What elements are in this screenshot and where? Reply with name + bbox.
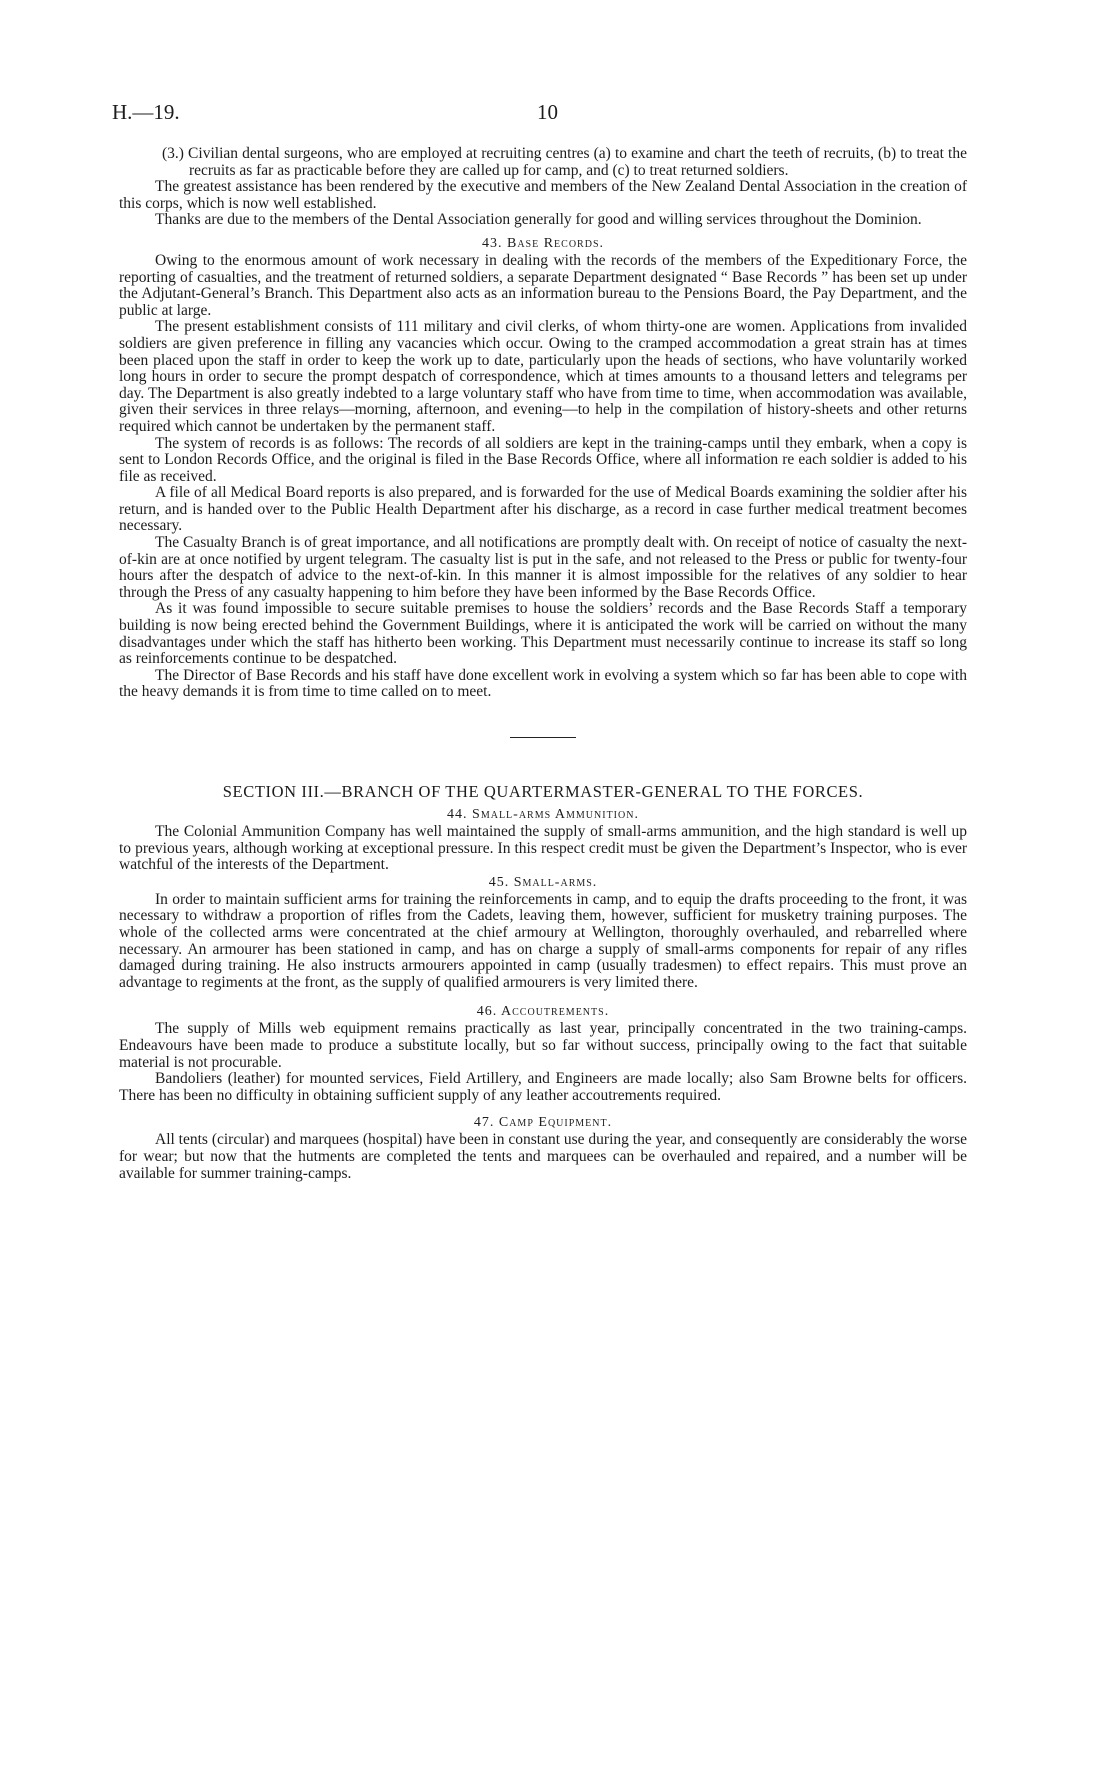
section-divider [510, 737, 576, 738]
document-body [119, 146, 967, 1182]
paragraph-camp-equipment: All tents (circular) and marquees (hospital) have been in constant use during the year, and consequently are considerably the worse for wear; but now that the hutments are completed the tents and marquees can be overhauled and repaired, and a number will be available for summer training-camps. [119, 1131, 967, 1182]
paragraph-thanks: Thanks are due to the members of the Dental Association generally for good and willing services throughout the Dominion. [155, 211, 922, 229]
section-title: SECTION III.—BRANCH OF THE QUARTERMASTER-GENERAL TO THE FORCES. [222, 782, 864, 801]
paragraph-small-arms: In order to maintain sufficient arms for training the reinforcements in camp, and to equip the drafts proceeding to the front, it was necessary to withdraw a proportion of rifles from the Cadets, leaving them, however, sufficient for musketry training purposes. The whole of the collected arms were concentrated at the chief armoury at Wellington, thoroughly overhauled, and rebarrelled where necessary. An armourer has been stationed in camp, and has on charge a supply of small-arms components for repair of any rifles damaged during training. He also instructs armourers appointed in camp (usually tradesmen) to effect repairs. This must prove an advantage to regiments at the front, as the supply of qualified armourers is very limited there. [119, 890, 967, 991]
paragraph-base-records-7: The Director of Base Records and his staff have done excellent work in evolving a system which so far has been able to cope with the heavy demands it is from time to time called on to meet. [119, 666, 967, 701]
paragraph-base-records-6: As it was found impossible to secure suitable premises to house the soldiers’ records and the Base Records Staff a temporary building is now being erected behind the Government Buildings, where it is anticipated the work will be carried on without the many disadvantages under which the staff has hitherto been working. This Department must necessarily continue to increase its staff so long as reinforcements continue to be despatched. [119, 600, 967, 668]
heading-accoutrements: 46. Accoutrements. [476, 1004, 610, 1020]
paragraph-ammunition: The Colonial Ammunition Company has well maintained the supply of small-arms ammunition, and the high standard is well up to previous years, although working at exceptional pressure. In this respect credit must be given the Department’s Inspector, who is ever watchful of the interests of the Department. [119, 823, 967, 874]
paragraph-civilian-dental-surgeons: (3.) Civilian dental surgeons, who are employed at recruiting centres (a) to examine and chart the teeth of recruits, (b) to treat the recruits as far as practicable before they are called up for camp, and (c) to treat returned soldiers. [162, 145, 967, 179]
heading-base-records: 43. Base Records. [481, 235, 605, 251]
paragraph-assistance: The greatest assistance has been rendered by the executive and members of the New Zealand Dental Association in the creation of this corps, which is now well established. [119, 178, 967, 212]
page-number: 10 [537, 100, 558, 124]
heading-small-arms-ammunition: 44. Small-arms Ammunition. [447, 807, 639, 822]
heading-small-arms: 45. Small-arms. [488, 874, 598, 890]
page-header [112, 100, 972, 126]
paragraph-base-records-1: Owing to the enormous amount of work necessary in dealing with the records of the members of the Expeditionary Force, the reporting of casualties, and the treatment of returned soldiers, a separate Department designated “ Base Records ” has been set up under the Adjutant-General’s Branch. This Department also acts as an information bureau to the Pensions Board, the Pay Department, and the public at large. [119, 251, 967, 319]
paragraph-base-records-3: The system of records is as follows: The records of all soldiers are kept in the training-camps until they embark, when a copy is sent to London Records Office, and the original is filed in the Base Records Office, where all information re each soldier is added to his file as received. [119, 434, 967, 485]
heading-camp-equipment: 47. Camp Equipment. [473, 1115, 613, 1131]
paragraph-base-records-5: The Casualty Branch is of great importance, and all notifications are promptly dealt with. On receipt of notice of casualty the next-of-kin are at once notified by urgent telegram. The casualty list is put in the safe, and not released to the Press or public for twenty-four hours after the despatch of advice to the next-of-kin. In this manner it is almost impossible for the relatives of any soldier to hear through the Press of any casualty happening to him before they have been informed by the Base Records Office. [119, 534, 967, 601]
paragraph-accoutrements-1: The supply of Mills web equipment remains practically as last year, principally concentrated in the two training-camps. Endeavours have been made to produce a substitute locally, but so far without success, principally owing to the fact that suitable material is not procurable. [119, 1020, 967, 1071]
paragraph-base-records-2: The present establishment consists of 111 military and civil clerks, of whom thirty-one are women. Applications from invalided soldiers are given preference in filling any vacancies which occur. Owing to the cramped accommodation a great strain has at times been placed upon the staff in order to keep the work up to date, particularly upon the heads of sections, who have voluntarily worked long hours in order to secure the prompt despatch of correspondence, which at times amounts to a thousand letters and telegrams per day. The Department is also greatly indebted to a large voluntary staff who have from time to time, when accommodation was available, given their services in three relays—morning, afternoon, and evening—to help in the compilation of history-sheets and other returns required which cannot be undertaken by the permanent staff. [119, 318, 967, 435]
document-reference: H.—19. [112, 100, 180, 124]
paragraph-accoutrements-2: Bandoliers (leather) for mounted services, Field Artillery, and Engineers are made locally; also Sam Browne belts for officers. There has been no difficulty in obtaining sufficient supply of any leather accoutrements required. [119, 1070, 967, 1104]
paragraph-base-records-4: A file of all Medical Board reports is also prepared, and is forwarded for the use of Medical Boards examining the soldier after his return, and is handed over to the Public Health Department after his discharge, as a record in case further medical treatment becomes necessary. [119, 484, 967, 535]
